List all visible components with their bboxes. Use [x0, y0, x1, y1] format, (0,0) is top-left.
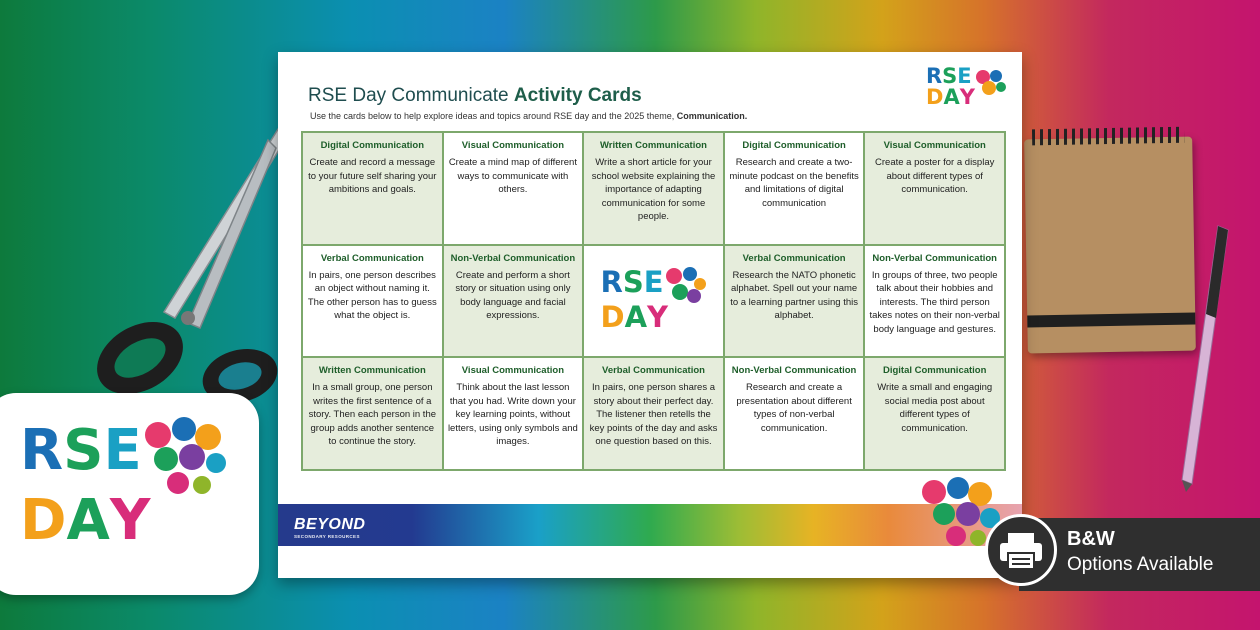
logo-letter: Y: [109, 488, 151, 553]
card-title: Non-Verbal Communication: [450, 252, 576, 264]
printer-icon-badge: [985, 514, 1057, 586]
badge-logo: [20, 418, 151, 553]
logo-letter: D: [926, 85, 944, 109]
card-title: Digital Communication: [320, 140, 425, 151]
sheet-logo: [926, 66, 975, 108]
card-body: Research and create a two-minute podcast on the benefits and limitations of digital communication: [729, 157, 859, 209]
card-body: Create a poster for a display about different types of communication.: [875, 157, 995, 195]
logo-letter: R: [926, 64, 943, 88]
activity-sheet: [278, 52, 1022, 578]
card-body: Write a short article for your school website explaining the importance of adapting communication for some people.: [591, 157, 716, 222]
activity-card: [443, 357, 584, 470]
card-title: Visual Communication: [461, 140, 564, 151]
activity-card: [583, 132, 724, 245]
activity-card: [302, 245, 443, 358]
logo-letter: Y: [959, 85, 975, 109]
card-title: Verbal Communication: [602, 365, 705, 377]
card-body: Research the NATO phonetic alphabet. Spell out your name to a learning partner using this alphabet.: [730, 269, 858, 322]
card-body: Think about the last lesson that you had. Write down your key learning points, without letters, using only symbols and images.: [447, 382, 578, 448]
card-body: Create a mind map of different ways to communicate with others.: [448, 157, 577, 195]
logo-letter: A: [624, 299, 648, 334]
activity-card: [864, 245, 1005, 358]
logo-letter: S: [942, 64, 958, 88]
sheet-title: RSE Day Communicate Activity Cards: [308, 85, 642, 106]
beyond-brand: BEYOND SECONDARY RESOURCES: [294, 516, 366, 539]
activity-card-grid: [301, 131, 1006, 471]
scissors-image: [80, 118, 300, 408]
card-title: Non-Verbal Communication: [731, 365, 857, 377]
activity-card: [302, 357, 443, 470]
notepad-spiral: [1032, 127, 1184, 146]
logo-letter: Y: [647, 299, 669, 334]
card-title: Verbal Communication: [742, 252, 846, 264]
activity-card: [443, 245, 584, 358]
card-title: Visual Communication: [461, 365, 564, 377]
card-title: Visual Communication: [883, 140, 986, 151]
card-body: Write a small and engaging social media post about different types of communication.: [877, 382, 993, 434]
card-body: Create and perform a short story or situation using only body language and facial expressions.: [455, 269, 571, 322]
card-body: In pairs, one person shares a story about their perfect day. The listener then retells the key points of the day and asks one question based on this.: [589, 382, 718, 448]
card-body: Create and record a message to your future self sharing your ambitions and goals.: [308, 157, 437, 195]
activity-card: [864, 357, 1005, 470]
speech-bubbles-icon: [664, 266, 708, 308]
card-title: Digital Communication: [742, 140, 846, 151]
card-title: Digital Communication: [882, 365, 987, 377]
logo-letter: R: [20, 418, 64, 483]
speech-bubbles-icon: [138, 415, 230, 505]
logo-letter: S: [622, 264, 644, 299]
activity-card: [864, 132, 1005, 245]
rse-day-badge: [0, 393, 259, 595]
activity-card: [302, 132, 443, 245]
card-title: Verbal Communication: [320, 252, 424, 264]
activity-card: [724, 357, 865, 470]
footer-bar: [278, 504, 1022, 546]
card-title: Written Communication: [600, 140, 707, 151]
logo-letter: D: [20, 488, 67, 553]
card-body: In a small group, one person writes the first sentence of a story. Then each person in the group adds another sentence to continue the story.: [308, 382, 437, 448]
logo-letter: A: [943, 85, 960, 109]
logo-letter: E: [957, 64, 972, 88]
card-body: In pairs, one person describes an object without naming it. The other person has to guess what the object is.: [307, 269, 437, 322]
logo-letter: E: [643, 264, 664, 299]
printer-icon: [998, 531, 1044, 571]
sheet-subtitle: Use the cards below to help explore ideas and topics around RSE day and the 2025 theme, Communication.: [310, 111, 748, 121]
activity-card: [724, 245, 865, 358]
grid-logo: [600, 264, 669, 334]
activity-card: [724, 132, 865, 245]
logo-letter: A: [66, 488, 110, 553]
bw-label: B&W: [1067, 528, 1115, 550]
card-body: Research and create a presentation about different types of non-verbal communication.: [736, 382, 852, 434]
logo-letter: D: [600, 299, 625, 334]
card-title: Non-Verbal Communication: [872, 252, 997, 264]
grid-logo-cell: [583, 245, 724, 358]
card-title: Written Communication: [318, 365, 426, 377]
activity-card: [583, 357, 724, 470]
logo-letter: S: [63, 418, 104, 483]
bw-options-text: Options Available: [1067, 554, 1214, 575]
card-body: In groups of three, two people talk about their hobbies and interests. The third person takes notes on their non-verbal body language and gestures.: [869, 269, 1000, 335]
speech-bubbles-icon: [974, 68, 1008, 98]
pen-image: [1168, 222, 1238, 492]
logo-letter: R: [600, 264, 623, 299]
logo-letter: E: [103, 418, 142, 483]
activity-card: [443, 132, 584, 245]
